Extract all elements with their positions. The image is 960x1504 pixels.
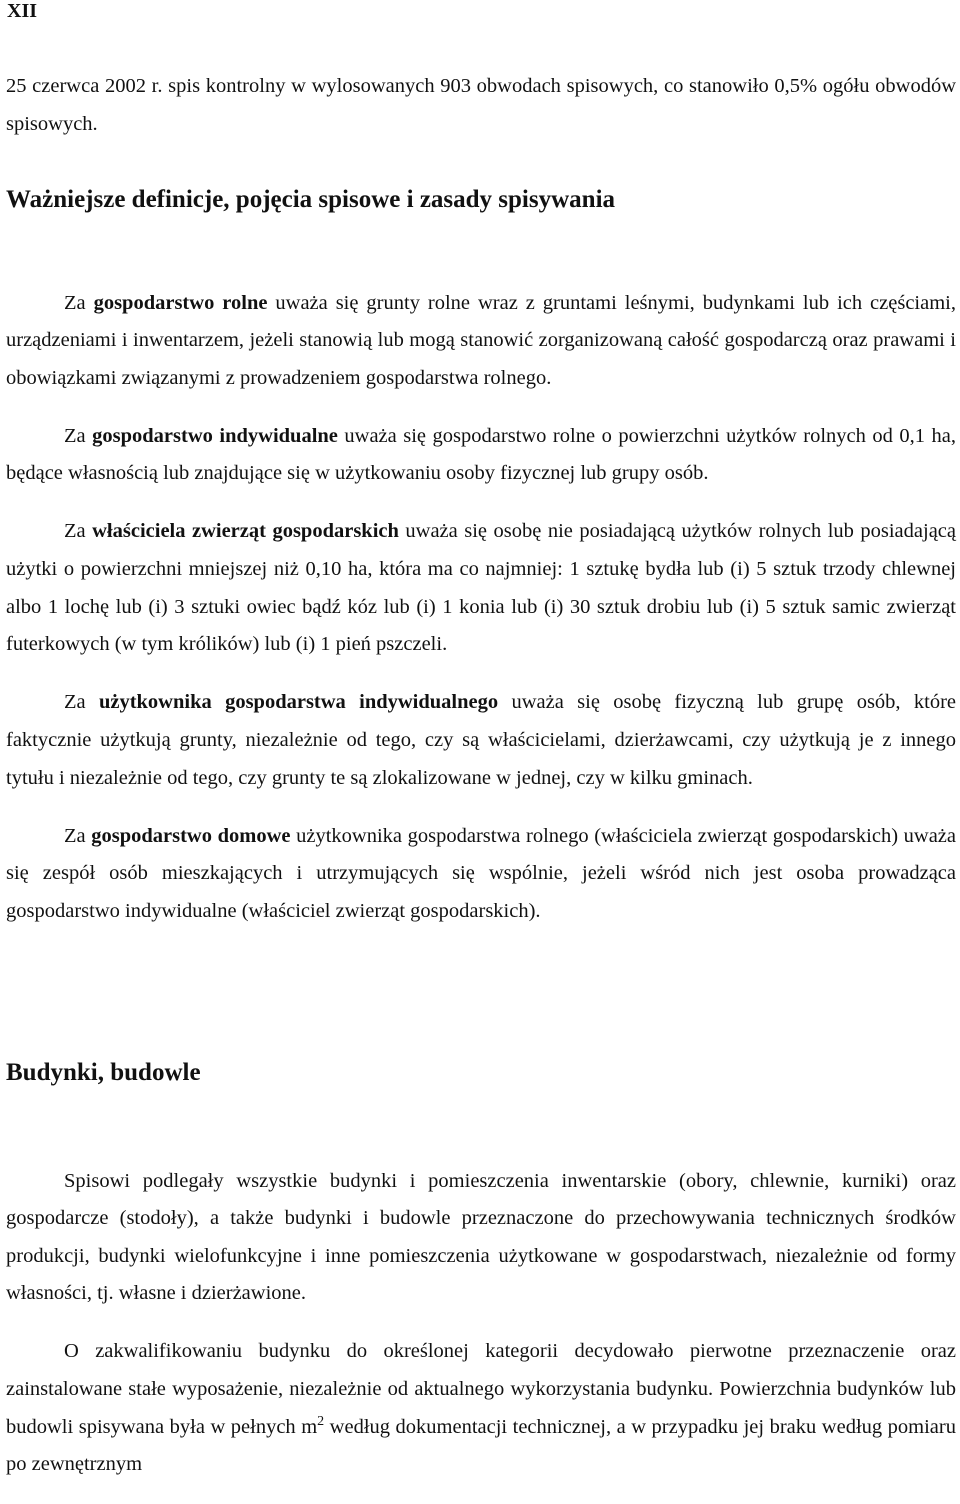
definition-prefix: Za (64, 424, 93, 447)
buildings-section (6, 1142, 956, 1504)
heading-definitions: Ważniejsze definicje, pojęcia spisowe i zasady spisywania (6, 186, 616, 213)
definition-term: gospodarstwo rolne (93, 291, 268, 314)
buildings-paragraph-2 (6, 1333, 956, 1483)
superscript-2: 2 (317, 1413, 325, 1429)
definition-paragraph (6, 418, 956, 493)
definition-paragraph (6, 285, 956, 398)
definition-prefix: Za (64, 691, 99, 714)
definition-paragraph (6, 684, 956, 797)
definition-term: gospodarstwo indywidualne (92, 424, 338, 447)
definition-paragraph (6, 818, 956, 931)
definition-term: właściciela zwierząt gospodarskich (92, 520, 399, 543)
page-number: XII (7, 0, 38, 22)
intro-paragraph (6, 68, 956, 143)
definition-prefix: Za (64, 291, 94, 314)
buildings-text-a: O zakwalifikowaniu budynku do określonej kategorii decydowało pierwotne przeznaczenie oraz zainstalowane stałe wyposażenie, niezależnie od aktualnego wykorzystania budynku. Powierzchnia budynków lub budowli spisywana była w pełnych m (6, 1340, 956, 1438)
buildings-text-b: według dokumentacji technicznej, a w przypadku jej braku według pomiaru po zewnętrznym (6, 1415, 956, 1476)
definition-term: użytkownika gospodarstwa indywidualnego (98, 691, 499, 714)
definition-text: uważa się grunty rolne wraz z gruntami leśnymi, budynkami lub ich częściami, urządzeniami i inwentarzem, jeżeli stanowią lub mogą stanowić zorganizowaną całość gospodarczą oraz prawami i obowiązkami związanymi z prowadzeniem gospodarstwa rolnego. (6, 291, 956, 389)
definitions-section (6, 264, 956, 951)
definition-text: uważa się osobę nie posiadającą użytków rolnych lub posiadającą użytki o powierzchni mniejszej niż 0,10 ha, która ma co najmniej: 1 sztukę bydła lub (i) 5 sztuk trzody chlewnej albo 1 lochę lub (i) 3 sztuki owiec bądź kóz lub (i) 1 konia lub (i) 30 sztuk drobiu lub (i) 5 sztuk samic zwierząt futerkowych (w tym królików) lub (i) 1 pień pszczeli. (6, 520, 956, 656)
definition-text: uważa się osobę fizyczną lub grupę osób, które faktycznie użytkują grunty, niezależnie od tego, czy są właścicielami, dzierżawcami, czy użytkują je z innego tytułu i niezależnie od tego, czy grunty te są zlokalizowane w jednej, czy w kilku gminach. (6, 691, 957, 789)
intro-text: 25 czerwca 2002 r. spis kontrolny w wylosowanych 903 obwodach spisowych, co stanowiło 0,5% ogółu obwodów spisowych. (6, 75, 956, 135)
definition-text: uważa się gospodarstwo rolne o powierzchni użytków rolnych od 0,1 ha, będące własnością lub znajdujące się w użytkowaniu osoby fizycznej lub grupy osób. (6, 424, 957, 485)
definition-prefix: Za (64, 520, 93, 543)
definition-paragraph (6, 513, 956, 663)
heading-buildings: Budynki, budowle (6, 1059, 201, 1086)
definition-text: użytkownika gospodarstwa rolnego (właściciela zwierząt gospodarskich) uważa się zespół osób mieszkających i utrzymujących się wspólnie, jeżeli wśród nich jest osoba prowadząca gospodarstwo indywidualne (właściciel zwierząt gospodarskich). (6, 824, 957, 922)
definition-term: gospodarstwo domowe (91, 824, 291, 847)
buildings-paragraph-1: Spisowi podlegały wszystkie budynki i pomieszczenia inwentarskie (obory, chlewnie, kurniki) oraz gospodarcze (stodoły), a także budynki i budowle przeznaczone do przechowywania technicznych środków produkcji, budynki wielofunkcyjne i inne pomieszczenia użytkowane w gospodarstwach, niezależnie od formy własności, tj. własne i dzierżawione. (6, 1169, 956, 1305)
definition-prefix: Za (64, 824, 92, 847)
